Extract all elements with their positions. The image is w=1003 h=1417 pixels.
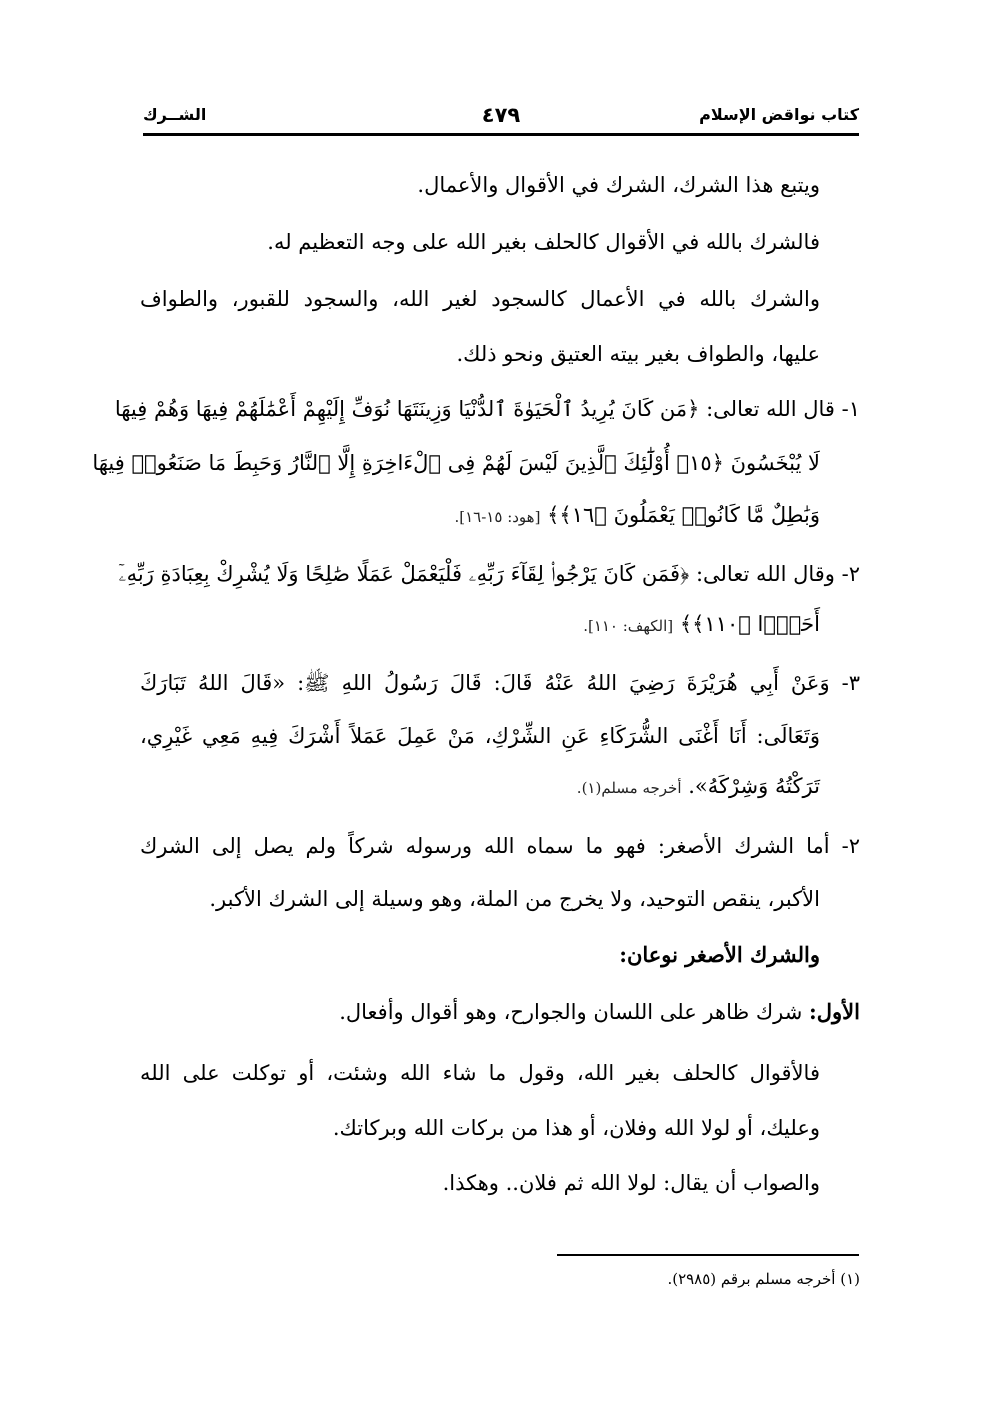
section-title: الشــرك bbox=[143, 105, 207, 124]
text-line: ٣- وَعَنْ أَبِي هُرَيْرَةَ رَضِيَ اللهُ عَنْهُ قَالَ: قَالَ رَسُولُ اللهِ ﷺ: «قَالَ اللهُ تَبَارَكَ bbox=[140, 671, 860, 695]
verse-reference: [هود: ١٥-١٦]. bbox=[454, 508, 541, 526]
verse-reference: [الكهف: ١١٠]. bbox=[583, 617, 674, 635]
header-rule bbox=[143, 133, 859, 136]
text-line: الأكبر، ينقص التوحيد، ولا يخرج من الملة، وهو وسيلة إلى الشرك الأكبر. bbox=[209, 887, 820, 911]
text-line: ١- قال الله تعالى: ﴿مَن كَانَ يُرِيدُ ٱلْحَيَوٰةَ ٱلدُّنْيَا وَزِينَتَهَا نُوَفِّ إِلَيْهِمْ أَعْمَٰلَهُمْ فِيهَا وَهُمْ فِيهَا bbox=[114, 397, 860, 421]
footnote-rule bbox=[557, 1254, 859, 1256]
quran-verse: وَبَٰطِلٌ مَّا كَانُوا۟ يَعْمَلُونَ ﴿١٦﴾﴾ bbox=[547, 503, 820, 527]
page-number: ٤٧٩ bbox=[481, 103, 521, 127]
text-line: عليها، والطواف بغير بيته العتيق ونحو ذلك. bbox=[456, 342, 820, 366]
first-text: شرك ظاهر على اللسان والجوارح، وهو أقوال وأفعال. bbox=[339, 1000, 810, 1024]
text-line: لَا يُبْخَسُونَ ﴿١٥﴾ أُوْلَٰٓئِكَ ٱلَّذِينَ لَيْسَ لَهُمْ فِى ٱلْءَاخِرَةِ إِلَّا ٱلنَّارُ وَحَبِطَ مَا صَنَعُوا۟ فِيهَا bbox=[92, 451, 820, 475]
hadith-text: تَرَكْتُهُ وَشِرْكَهُ». bbox=[688, 774, 820, 798]
text-line: ٢- أما الشرك الأصغر: فهو ما سماه الله ورسوله شركاً ولم يصل إلى الشرك bbox=[140, 834, 860, 858]
text-line: والصواب أن يقال: لولا الله ثم فلان.. وهكذا. bbox=[442, 1171, 820, 1195]
text-line: ٢- وقال الله تعالى: ﴿فَمَن كَانَ يَرْجُوا۟ لِقَآءَ رَبِّهِۦ فَلْيَعْمَلْ عَمَلًا صَٰلِحًا وَلَا يُشْرِكْ بِعِبَادَةِ رَبِّهِۦٓ bbox=[118, 562, 860, 586]
page-header bbox=[143, 105, 859, 129]
subheading: والشرك الأصغر نوعان: bbox=[619, 942, 820, 967]
first-label: الأول: bbox=[809, 999, 860, 1024]
text-line: وعليك، أو لولا الله وفلان، أو هذا من بركات الله وبركاتك. bbox=[332, 1116, 820, 1140]
text-line: ويتبع هذا الشرك، الشرك في الأقوال والأعمال. bbox=[417, 173, 820, 197]
text-line bbox=[140, 771, 820, 803]
quran-verse: أَحَدًۢا ﴿١١٠﴾﴾ bbox=[679, 612, 820, 636]
text-line: والشرك بالله في الأعمال كالسجود لغير الله، والسجود للقبور، والطواف bbox=[140, 287, 820, 311]
book-title: كتاب نواقض الإسلام bbox=[699, 105, 859, 124]
text-line bbox=[140, 997, 860, 1027]
text-line: وَتَعَالَى: أَنَا أَغْنَى الشُّرَكَاءِ عَنِ الشِّرْكِ، مَنْ عَمِلَ عَمَلاً أَشْرَكَ فِيهِ مَعِي غَيْرِي، bbox=[140, 724, 820, 748]
text-line bbox=[140, 500, 820, 532]
hadith-reference: أخرجه مسلم(١). bbox=[576, 779, 682, 797]
text-line bbox=[140, 609, 820, 641]
text-line: فالأقوال كالحلف بغير الله، وقول ما شاء الله وشئت، أو توكلت على الله bbox=[140, 1061, 820, 1085]
footnote: (١) أخرجه مسلم برقم (٢٩٨٥). bbox=[667, 1270, 860, 1288]
text-line: فالشرك بالله في الأقوال كالحلف بغير الله على وجه التعظيم له. bbox=[267, 230, 820, 254]
